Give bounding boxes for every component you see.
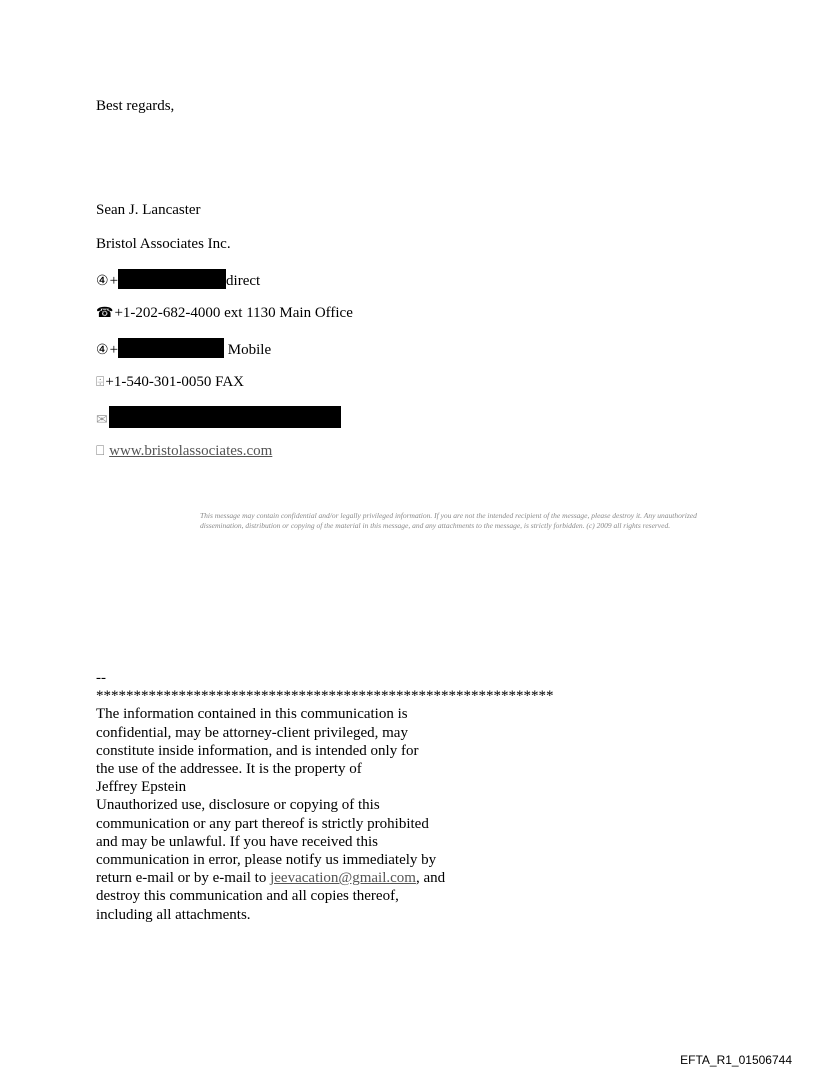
main-office-number: +1-202-682-4000 ext 1130 Main Office bbox=[114, 305, 353, 321]
redaction-bar bbox=[118, 338, 224, 358]
signature-name: Sean J. Lancaster bbox=[96, 202, 201, 218]
fax-number: +1-540-301-0050 FAX bbox=[105, 374, 244, 390]
envelope-icon: ✉ bbox=[96, 413, 108, 428]
footer-line: The information contained in this communication is bbox=[96, 706, 408, 723]
direct-phone-row bbox=[96, 269, 260, 291]
main-office-row bbox=[96, 304, 353, 323]
document-id: EFTA_R1_01506744 bbox=[680, 1053, 792, 1067]
star-divider: ************************************************************* bbox=[96, 688, 554, 705]
mobile-phone-icon: ④ bbox=[96, 274, 109, 289]
direct-prefix: + bbox=[109, 273, 119, 289]
email-row bbox=[96, 406, 341, 430]
separator: -- bbox=[96, 670, 106, 686]
confidentiality-disclaimer: This message may contain confidential and/or legally privileged information. If you are not the intended recipient of the message, please destroy it. Any unauthorized dissemination, distribution or copying of the material in this message, and any attachments to the message, is strictly forbidden. (c) 2009 all rights reserved. bbox=[200, 511, 697, 530]
redaction-bar bbox=[118, 269, 226, 289]
footer-line: confidential, may be attorney-client privileged, may bbox=[96, 724, 408, 741]
return-prefix: return e-mail or by e-mail to bbox=[96, 870, 271, 887]
footer-line: Jeffrey Epstein bbox=[96, 779, 187, 796]
footer-line: Unauthorized use, disclosure or copying of this bbox=[96, 797, 380, 814]
footer-line: communication in error, please notify us immediately by bbox=[96, 852, 437, 869]
footer-line: communication or any part thereof is strictly prohibited bbox=[96, 815, 429, 832]
fax-icon: ⌹ bbox=[96, 375, 105, 390]
footer-line-with-email bbox=[96, 869, 616, 887]
footer-line: and may be unlawful. If you have received this bbox=[96, 833, 378, 850]
mobile-phone-row bbox=[96, 338, 271, 360]
footer-line: destroy this communication and all copies thereof, bbox=[96, 888, 399, 905]
redaction-bar bbox=[109, 406, 341, 428]
legal-footer bbox=[96, 669, 616, 924]
footer-line: the use of the addressee. It is the property of bbox=[96, 761, 362, 778]
website-link[interactable]: www.bristolassociates.com bbox=[109, 443, 273, 459]
return-suffix: , and bbox=[415, 870, 446, 887]
computer-icon: ⎕ bbox=[96, 444, 105, 459]
mobile-label: Mobile bbox=[227, 342, 272, 358]
footer-line: including all attachments. bbox=[96, 906, 251, 923]
telephone-icon: ☎ bbox=[96, 306, 114, 321]
email-link[interactable]: jeevacation@gmail.com bbox=[270, 870, 416, 887]
website-row bbox=[96, 442, 272, 461]
greeting: Best regards, bbox=[96, 98, 175, 114]
direct-label: direct bbox=[226, 273, 261, 289]
signature-company: Bristol Associates Inc. bbox=[96, 236, 231, 252]
mobile-phone-icon: ④ bbox=[96, 343, 109, 358]
mobile-prefix: + bbox=[109, 342, 119, 358]
footer-line: constitute inside information, and is intended only for bbox=[96, 742, 419, 759]
fax-row bbox=[96, 373, 244, 392]
